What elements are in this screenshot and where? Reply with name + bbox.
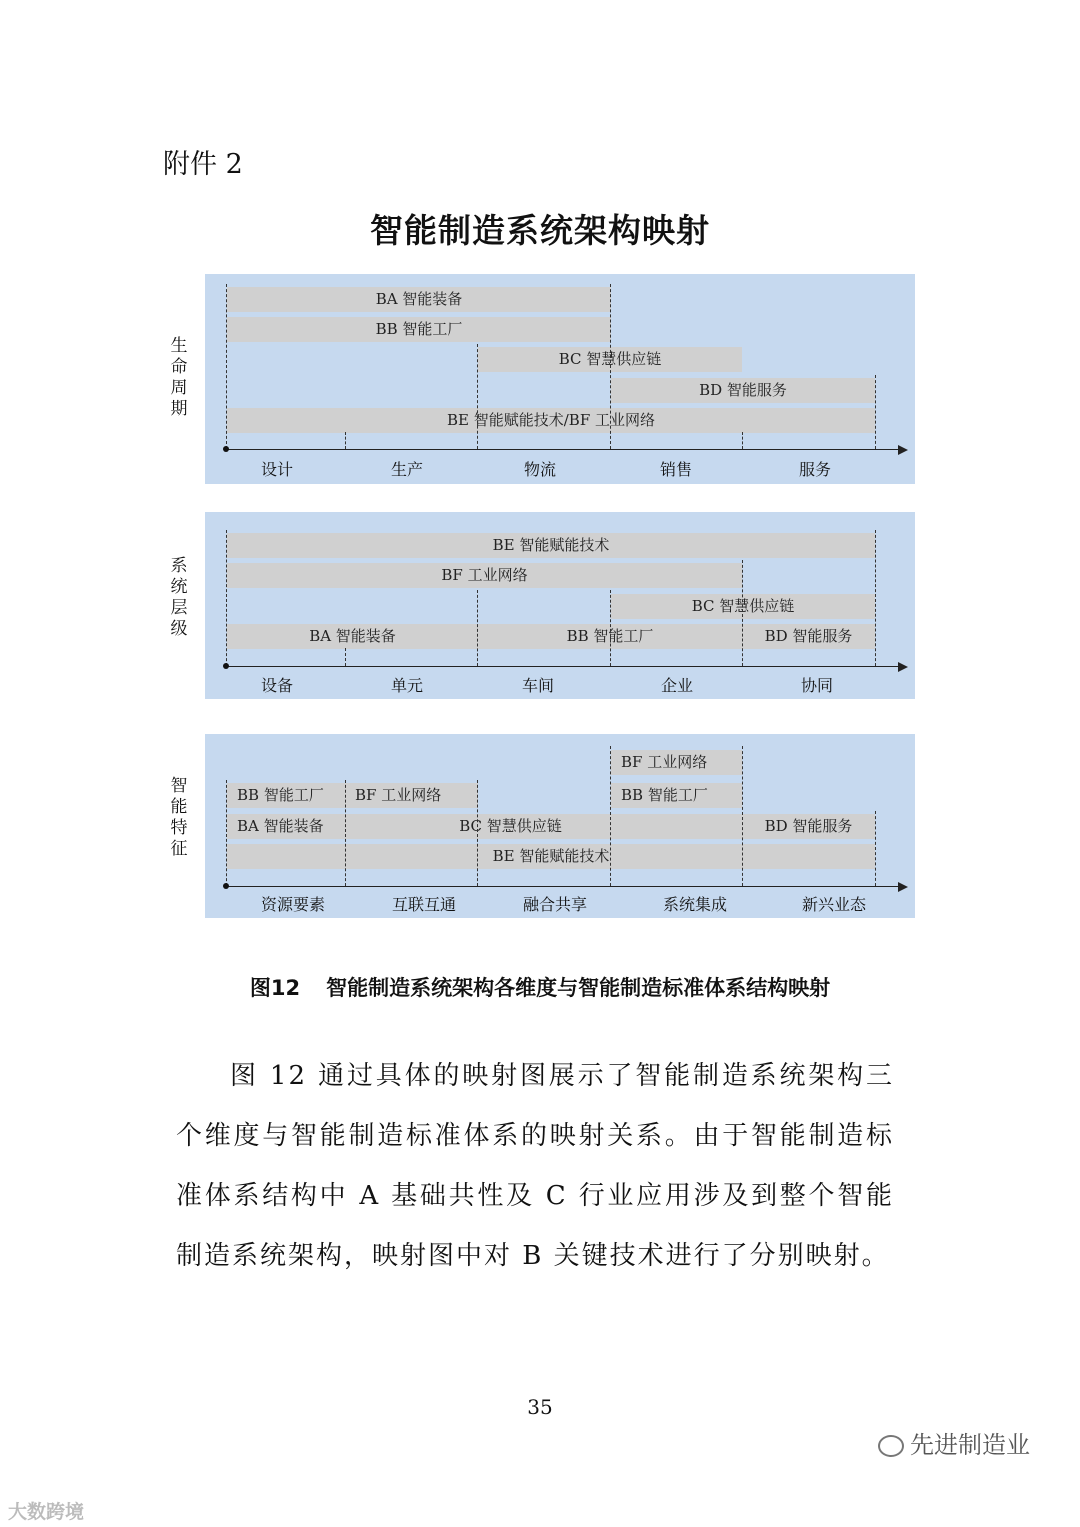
divider-line	[875, 530, 876, 666]
divider-line	[226, 530, 227, 666]
bar-bf: BF 工业网络	[227, 563, 742, 588]
system-level-panel	[205, 512, 915, 699]
bar-bc: BC 智慧供应链	[611, 594, 875, 619]
intelligence-feature-axis-title: 智 能 特 征	[170, 776, 188, 859]
axis-label: 车间	[521, 676, 554, 695]
bar-bc: BC 智慧供应链	[478, 347, 742, 372]
body-paragraph: 图 12 通过具体的映射图展示了智能制造系统架构三个维度与智能制造标准体系的映射关系。由于智能制造标准体系结构中 A 基础共性及 C 行业应用涉及到整个智能制造系统架构，映射图中对 B 关键技术进行了分别映射。	[176, 1061, 894, 1271]
wechat-icon	[878, 1435, 904, 1457]
axis-label: 协同	[800, 676, 833, 695]
watermark-left: 大数跨境	[8, 1501, 85, 1523]
axis-origin	[223, 663, 229, 669]
divider-line	[742, 746, 743, 886]
axis-label: 单元	[390, 676, 423, 695]
divider-line	[742, 432, 743, 449]
divider-line	[477, 344, 478, 449]
axis-label: 设计	[260, 460, 293, 479]
axis-arrow-icon	[898, 882, 908, 892]
axis-label: 互联互通	[391, 895, 456, 914]
divider-line	[875, 811, 876, 886]
lifecycle-axis-title: 生 命 周 期	[170, 336, 188, 419]
watermark-right: 先进制造业	[878, 1425, 1030, 1460]
bar-bb: BB 智能工厂	[478, 624, 742, 649]
bar-bb-left: BB 智能工厂	[227, 783, 345, 808]
figure-caption	[0, 972, 1080, 1002]
bar-bc: BC 智慧供应链	[345, 814, 742, 839]
divider-line	[610, 746, 611, 886]
axis-label: 企业	[660, 676, 693, 695]
bar-ba: BA 智能装备	[227, 624, 478, 649]
figure-number: 图12	[249, 976, 301, 1000]
x-axis	[226, 666, 900, 667]
divider-line	[345, 432, 346, 449]
bar-ba: BA 智能装备	[227, 814, 345, 839]
bar-bd: BD 智能服务	[742, 814, 875, 839]
bar-bb-right: BB 智能工厂	[611, 783, 742, 808]
axis-origin	[223, 446, 229, 452]
axis-label: 销售	[659, 460, 692, 479]
bar-bf-top: BF 工业网络	[611, 750, 742, 775]
divider-line	[226, 780, 227, 886]
page-number: 35	[527, 1395, 553, 1419]
axis-origin	[223, 883, 229, 889]
axis-arrow-icon	[898, 662, 908, 672]
bar-bf-mid: BF 工业网络	[345, 783, 478, 808]
bar-be-bf: BE 智能赋能技术/BF 工业网络	[227, 408, 875, 433]
axis-label: 新兴业态	[801, 895, 866, 914]
attachment-label: 附件 2	[163, 149, 243, 180]
axis-label: 物流	[523, 460, 556, 479]
divider-line	[226, 284, 227, 449]
axis-label: 融合共享	[522, 895, 587, 914]
divider-line	[742, 560, 743, 666]
axis-label: 服务	[798, 460, 831, 479]
lifecycle-panel	[205, 274, 915, 484]
divider-line	[875, 375, 876, 449]
bar-bd: BD 智能服务	[742, 624, 875, 649]
divider-line	[345, 780, 346, 886]
bar-be: BE 智能赋能技术	[227, 844, 875, 869]
axis-label: 资源要素	[260, 895, 325, 914]
divider-line	[345, 648, 346, 666]
system-level-axis-title: 系 统 层 级	[170, 556, 188, 639]
page-title: 智能制造系统架构映射	[370, 211, 710, 250]
x-axis	[226, 886, 900, 887]
axis-label: 生产	[390, 460, 423, 479]
divider-line	[477, 780, 478, 886]
axis-label: 系统集成	[662, 895, 727, 914]
axis-label: 设备	[260, 676, 293, 695]
bar-bb: BB 智能工厂	[227, 317, 611, 342]
axis-arrow-icon	[898, 445, 908, 455]
bar-be: BE 智能赋能技术	[227, 533, 875, 558]
bar-bd: BD 智能服务	[611, 378, 875, 403]
figure-caption-text: 智能制造系统架构各维度与智能制造标准体系结构映射	[326, 976, 831, 1000]
bar-ba: BA 智能装备	[227, 287, 611, 312]
divider-line	[610, 284, 611, 449]
divider-line	[477, 590, 478, 666]
divider-line	[610, 590, 611, 666]
intelligence-feature-panel	[205, 734, 915, 918]
x-axis	[226, 449, 900, 450]
